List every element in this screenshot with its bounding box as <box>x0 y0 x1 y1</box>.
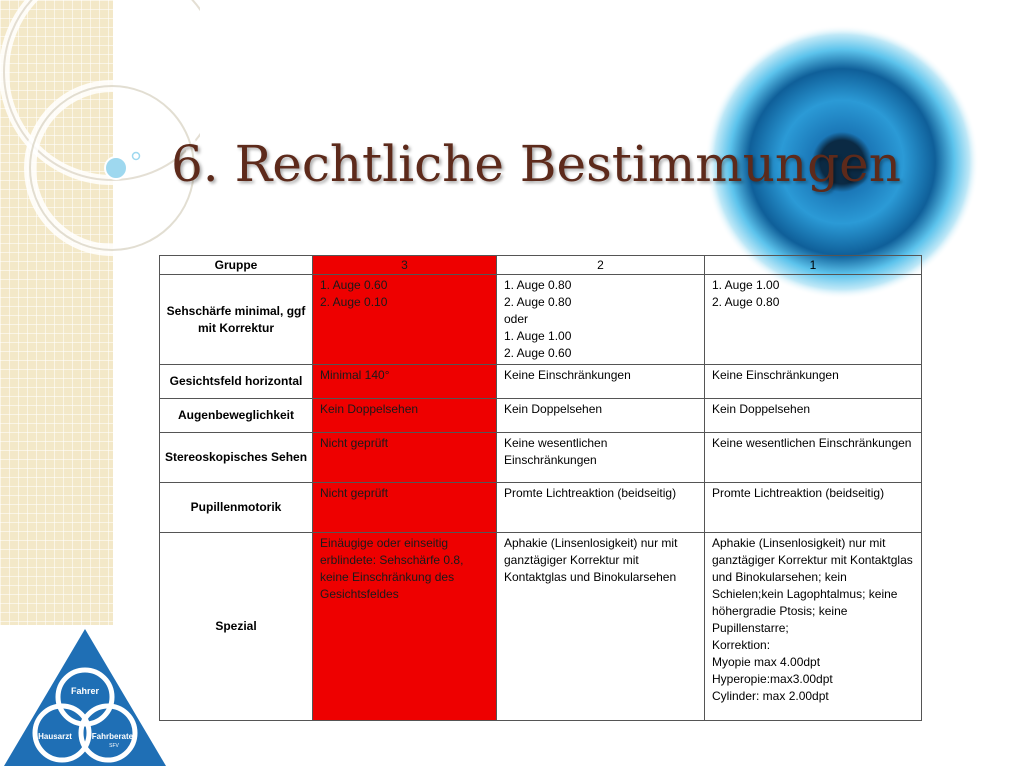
logo-label-fahrberater: Fahrberater <box>91 732 137 741</box>
header-group-1: 1 <box>705 256 922 275</box>
table-row-spezial <box>160 533 922 721</box>
logo-label-sfv: SFV <box>109 743 119 749</box>
row-label: Gesichtsfeld horizontal <box>160 365 313 399</box>
header-group-label: Gruppe <box>160 256 313 275</box>
cell-group-3: Einäugige oder einseitig erblindete: Sehschärfe 0.8, keine Einschränkung des Gesichtsfeldes <box>313 533 497 721</box>
cell-group-3: Minimal 140° <box>313 365 497 399</box>
logo-label-fahrer: Fahrer <box>70 686 100 696</box>
header-group-3: 3 <box>313 256 497 275</box>
cell-group-1: 1. Auge 1.00 2. Auge 0.80 <box>705 275 922 365</box>
table-row-gesichtsfeld <box>160 365 922 399</box>
cell-group-2: Kein Doppelsehen <box>497 399 705 433</box>
table-row-stereoskopisch <box>160 433 922 483</box>
cell-group-2: Keine Einschränkungen <box>497 365 705 399</box>
slide-title: 6. Rechtliche Bestimmungen <box>171 135 901 193</box>
cell-group-1: Keine wesentlichen Einschränkungen <box>705 433 922 483</box>
cell-group-3: Nicht geprüft <box>313 483 497 533</box>
table-row-sehschaerfe <box>160 275 922 365</box>
cell-group-1: Promte Lichtreaktion (beidseitig) <box>705 483 922 533</box>
logo-label-hausarzt: Hausarzt <box>38 732 72 741</box>
table-header-row <box>160 256 922 275</box>
table-row-pupillenmotorik <box>160 483 922 533</box>
cell-group-1: Keine Einschränkungen <box>705 365 922 399</box>
cell-group-2: Promte Lichtreaktion (beidseitig) <box>497 483 705 533</box>
decorative-rings-graphic <box>0 0 200 260</box>
cell-group-3: Kein Doppelsehen <box>313 399 497 433</box>
header-group-2: 2 <box>497 256 705 275</box>
cell-group-3: 1. Auge 0.60 2. Auge 0.10 <box>313 275 497 365</box>
legal-requirements-table <box>159 255 922 721</box>
row-label: Spezial <box>160 533 313 721</box>
cell-group-1: Kein Doppelsehen <box>705 399 922 433</box>
cell-group-2: Keine wesentlichen Einschränkungen <box>497 433 705 483</box>
cell-group-3: Nicht geprüft <box>313 433 497 483</box>
row-label: Augenbeweglichkeit <box>160 399 313 433</box>
table-row-augenbeweglichkeit <box>160 399 922 433</box>
row-label: Sehschärfe minimal, ggf mit Korrektur <box>160 275 313 365</box>
cell-group-1: Aphakie (Linsenlosigkeit) nur mit ganztägiger Korrektur mit Kontaktglas und Binokularsehen; kein Schielen;kein Lagophtalmus; keine höhergradie Ptosis; keine Pupillenstarre; Korrektion: Myopie max 4.00dpt Hyperopie:max3.00dpt Cylinder: max 2.00dpt <box>705 533 922 721</box>
fahrer-hausarzt-fahrberater-logo <box>0 627 170 768</box>
cell-group-2: Aphakie (Linsenlosigkeit) nur mit ganztägiger Korrektur mit Kontaktglas und Binokularsehen <box>497 533 705 721</box>
row-label: Pupillenmotorik <box>160 483 313 533</box>
cell-group-2: 1. Auge 0.80 2. Auge 0.80 oder 1. Auge 1.00 2. Auge 0.60 <box>497 275 705 365</box>
row-label: Stereoskopisches Sehen <box>160 433 313 483</box>
